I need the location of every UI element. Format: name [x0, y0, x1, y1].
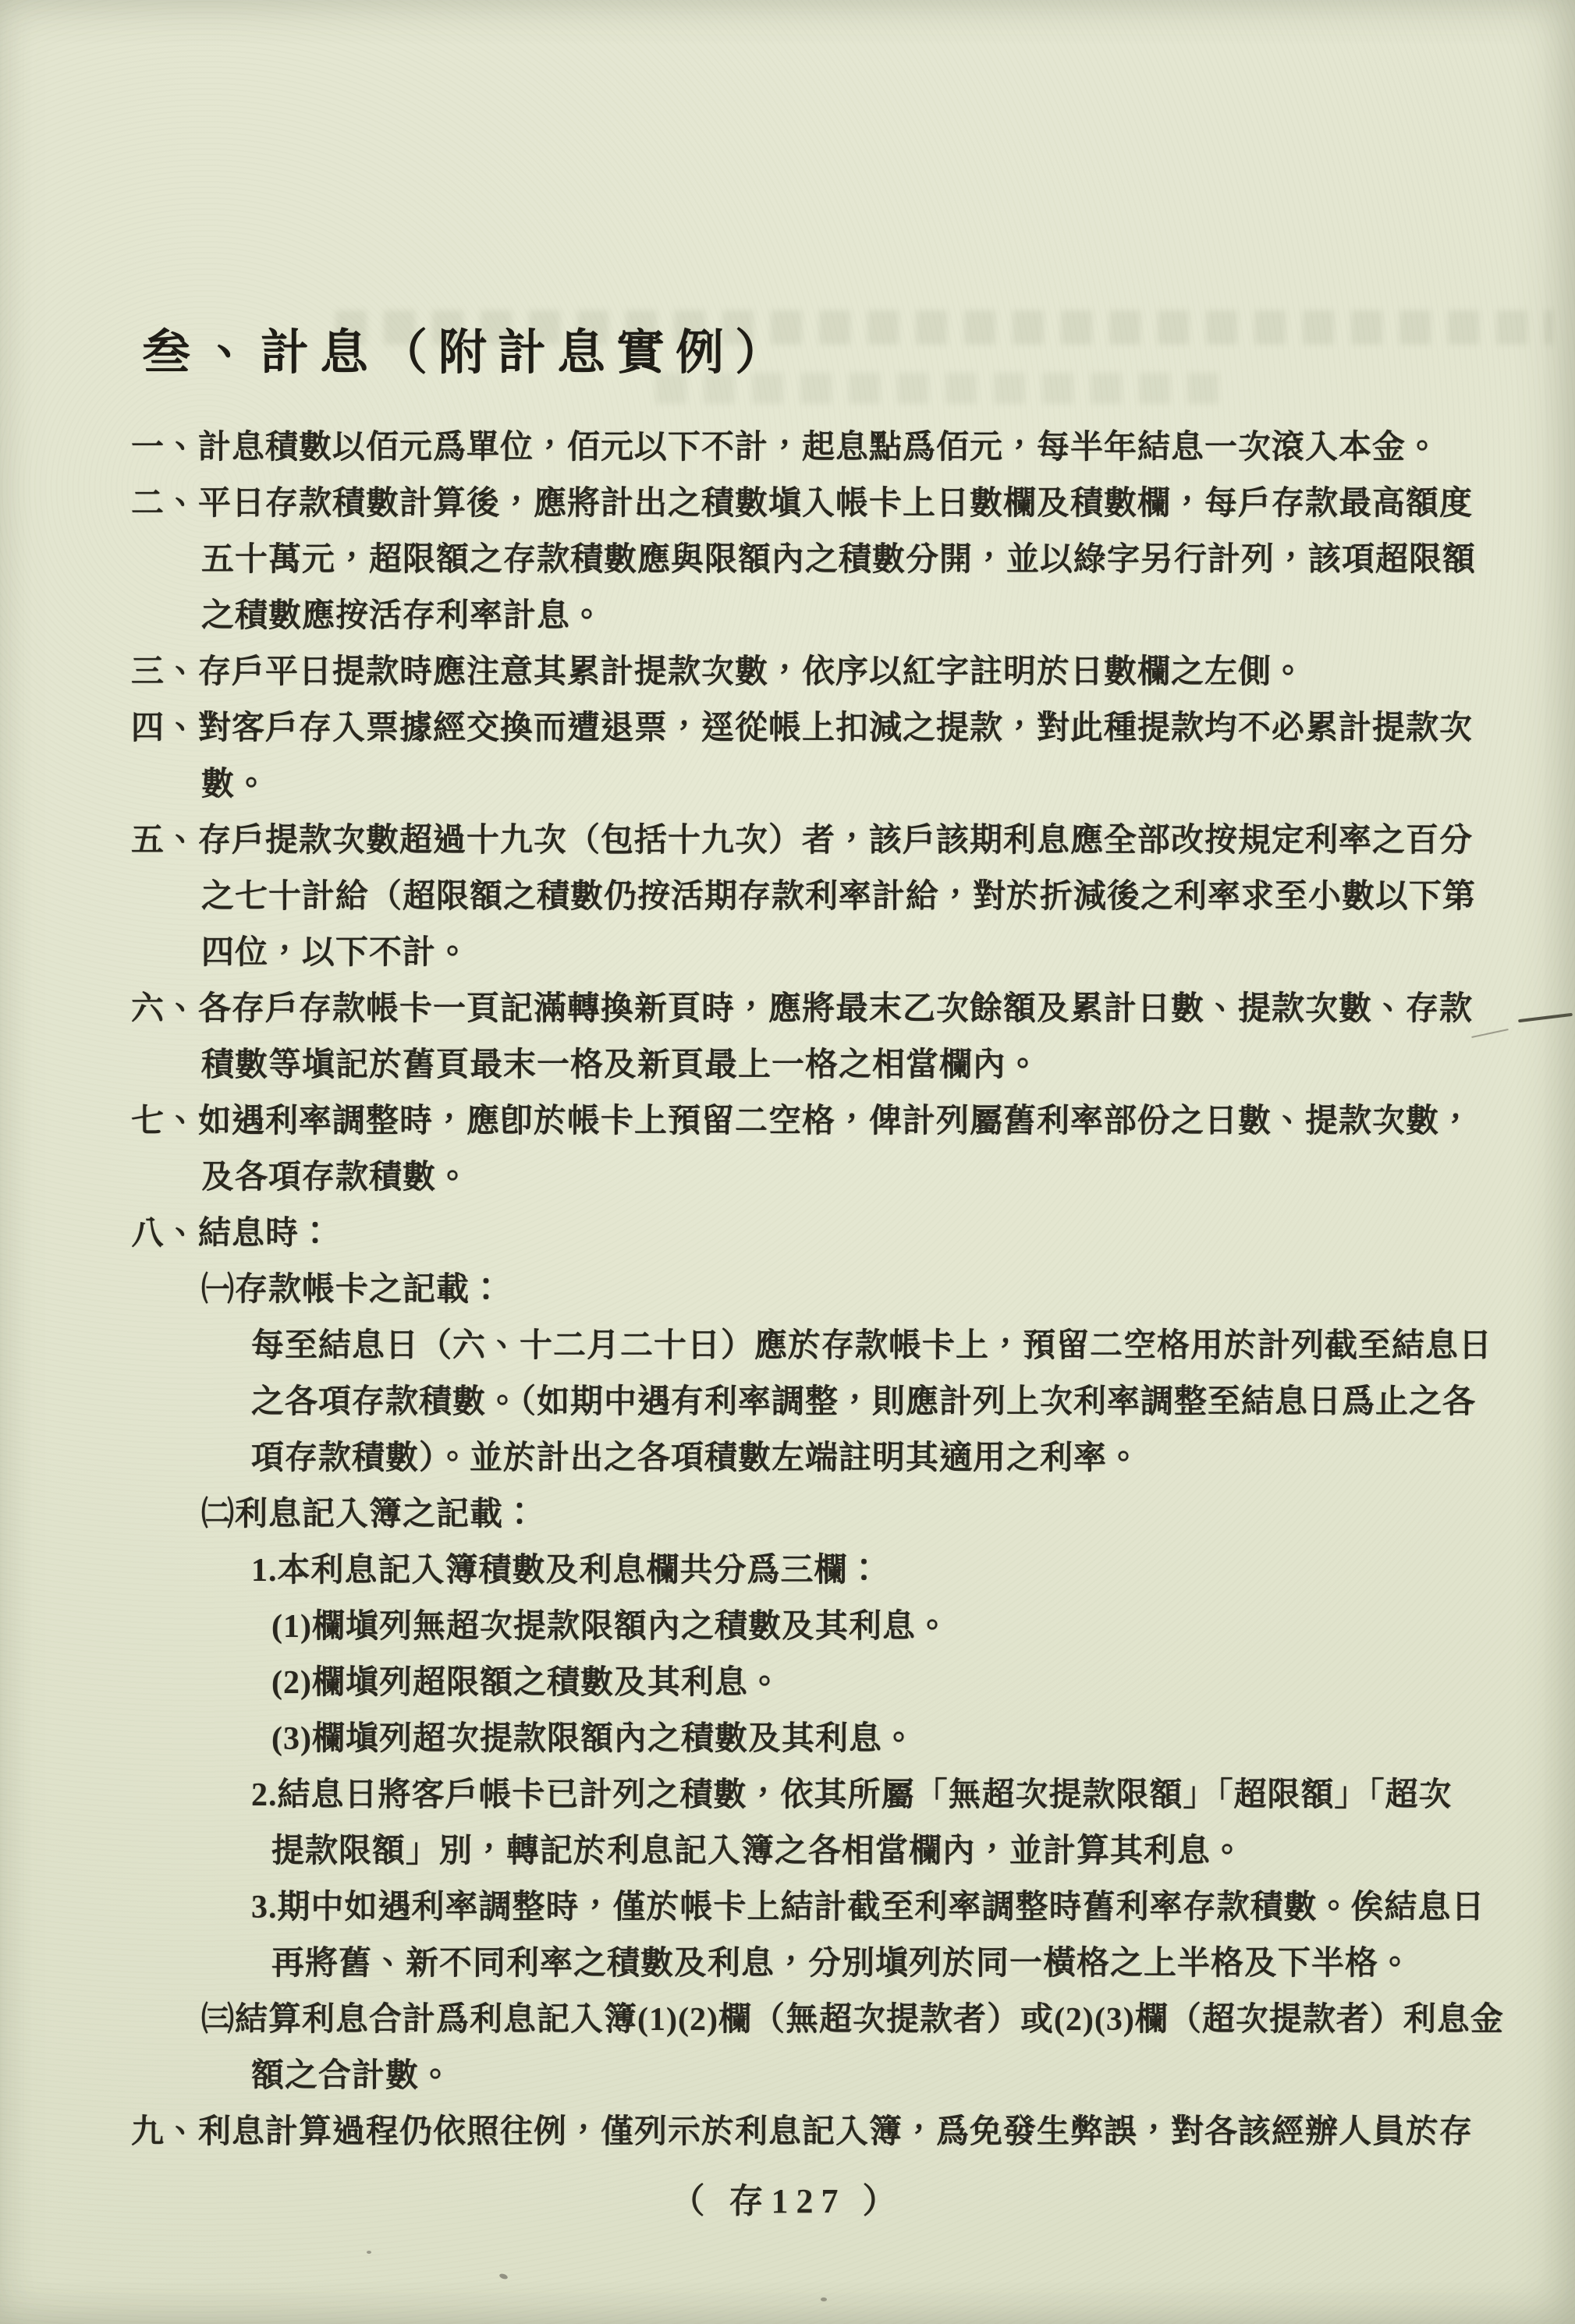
text-line: (3)欄塡列超次提款限額內之積數及其利息。 — [271, 1721, 916, 1757]
text-line: 再將舊、新不同利率之積數及利息，分別塡列於同一橫格之上半格及下半格。 — [271, 1946, 1413, 1982]
text-line: 之積數應按活存利率計息。 — [201, 598, 605, 634]
page-number: （ 存127 ） — [670, 2182, 905, 2220]
text-line: 2.結息日將客戶帳卡已計列之積數，依其所屬「無超次提款限額」「超限額」「超次 — [251, 1777, 1453, 1813]
text-line: 額之合計數。 — [251, 2058, 453, 2094]
text-line: 二、平日存款積數計算後，應將計出之積數塡入帳卡上日數欄及積數欄，每戶存款最高額度 — [131, 486, 1474, 522]
text-line: (1)欄塡列無超次提款限額內之積數及其利息。 — [271, 1609, 949, 1645]
text-line: 每至結息日（六、十二月二十日）應於存款帳卡上，預留二空格用於計列截至結息日 — [251, 1328, 1493, 1364]
text-line: 六、各存戶存款帳卡一頁記滿轉換新頁時，應將最末乙次餘額及累計日數、提款次數、存款 — [131, 991, 1474, 1027]
scan-artifact-speck — [367, 2251, 371, 2254]
text-line: ㈠存款帳卡之記載： — [201, 1272, 504, 1308]
text-line: 四、對客戶存入票據經交換而遭退票，逕從帳上扣減之提款，對此種提款均不必累計提款次 — [131, 710, 1474, 746]
text-line: 一、計息積數以佰元爲單位，佰元以下不計，起息點爲佰元，每半年結息一次滾入本金。 — [131, 430, 1440, 466]
scan-artifact-speck — [498, 2273, 508, 2280]
text-line: 之各項存款積數。（如期中遇有利率調整，則應計列上次利率調整至結息日爲止之各 — [251, 1384, 1477, 1420]
page-title: 叁、計息（附計息實例） — [142, 327, 795, 380]
text-line: 五十萬元，超限額之存款積數應與限額內之積數分開，並以綠字另行計列，該項超限額 — [201, 542, 1477, 578]
text-line: 提款限額」別，轉記於利息記入簿之各相當欄內，並計算其利息。 — [271, 1833, 1245, 1869]
text-line: ㈢結算利息合計爲利息記入簿(1)(2)欄（無超次提款者）或(2)(3)欄（超次提款者）利息金 — [201, 2002, 1504, 2038]
text-line: 項存款積數）。並於計出之各項積數左端註明其適用之利率。 — [251, 1440, 1141, 1476]
text-line: 七、如遇利率調整時，應卽於帳卡上預留二空格，俾計列屬舊利率部份之日數、提款次數， — [131, 1104, 1474, 1139]
text-line: 四位，以下不計。 — [201, 935, 470, 971]
document-body — [0, 420, 1575, 2160]
text-line: 五、存戶提款次數超過十九次（包括十九次）者，該戶該期利息應全部改按規定利率之百分 — [131, 823, 1474, 859]
text-line: 積數等塡記於舊頁最末一格及新頁最上一格之相當欄內。 — [201, 1047, 1041, 1083]
text-line: 1.本利息記入簿積數及利息欄共分爲三欄： — [251, 1553, 882, 1589]
text-line: 八、結息時： — [131, 1216, 333, 1252]
text-line: 3.期中如遇利率調整時，僅於帳卡上結計截至利率調整時舊利率存款積數。俟結息日 — [251, 1890, 1485, 1925]
text-line: 九、利息計算過程仍依照往例，僅列示於利息記入簿，爲免發生弊誤，對各該經辦人員於存 — [131, 2114, 1474, 2150]
text-line: 之七十計給（超限額之積數仍按活期存款利率計給，對於折減後之利率求至小數以下第 — [201, 879, 1477, 915]
text-line: 數。 — [201, 767, 269, 802]
text-line: ㈡利息記入簿之記載： — [201, 1497, 537, 1532]
scan-artifact-speck — [821, 2297, 827, 2301]
text-line: (2)欄塡列超限額之積數及其利息。 — [271, 1665, 782, 1701]
text-line: 及各項存款積數。 — [201, 1160, 470, 1196]
text-line: 三、存戶平日提款時應注意其累計提款次數，依序以紅字註明於日數欄之左側。 — [131, 654, 1306, 690]
